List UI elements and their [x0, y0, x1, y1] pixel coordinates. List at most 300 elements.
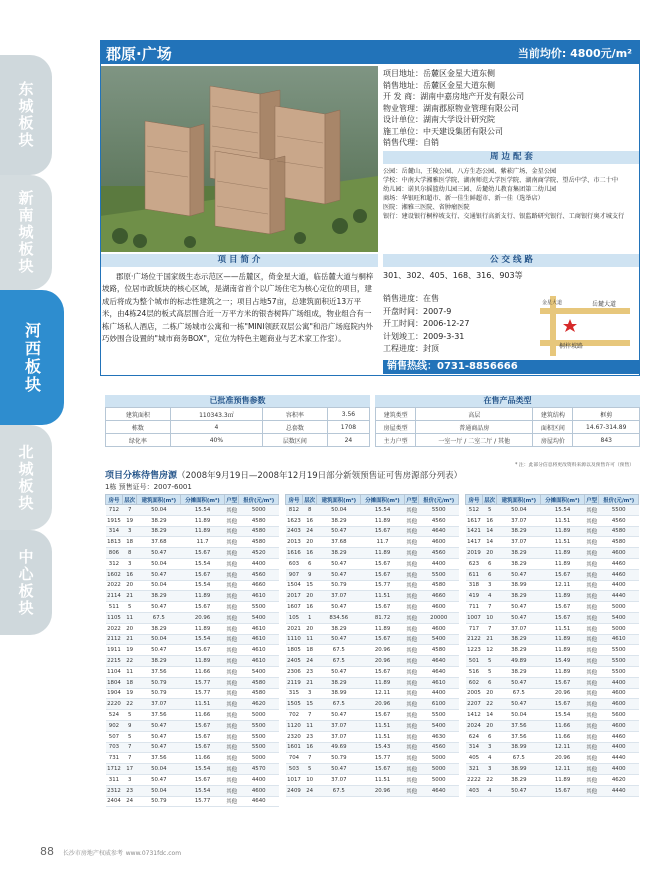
table-cell: 6	[482, 558, 497, 569]
table-cell: 37.56	[497, 731, 541, 742]
table-cell: 717	[466, 623, 483, 634]
table-cell: 15.54	[181, 764, 225, 775]
map-road-3: 桐梓坡路	[559, 343, 584, 350]
table-cell: 其他	[224, 774, 239, 785]
surround-hospitals: 医院：湘雅三医院、省肿瘤医院	[383, 203, 470, 211]
table-cell: 50.79	[317, 753, 361, 764]
table-cell: 其他	[584, 623, 599, 634]
table-cell: 4560	[419, 742, 459, 753]
table-cell: 20.96	[361, 656, 405, 667]
table-cell: 其他	[224, 764, 239, 775]
table-cell: 4560	[419, 548, 459, 559]
table-row	[286, 742, 459, 753]
approved-title: 已批准预售参数	[105, 395, 370, 407]
table-cell: 1104	[106, 666, 123, 677]
tab-north-city[interactable]	[0, 425, 52, 530]
table-cell: 23	[122, 785, 137, 796]
table-cell: 7	[482, 602, 497, 613]
table-cell: 711	[466, 602, 483, 613]
table-cell: 其他	[224, 602, 239, 613]
table-cell: 1110	[286, 634, 303, 645]
table-cell: 5400	[419, 634, 459, 645]
table-cell: 20	[302, 591, 317, 602]
table-cell: 38.29	[497, 526, 541, 537]
table-cell: 50.47	[137, 602, 181, 613]
table-cell: 3	[122, 526, 137, 537]
footer-text: 长沙市房地产权威参考	[62, 850, 123, 857]
table-row	[106, 764, 279, 775]
table-cell: 4580	[239, 677, 279, 688]
info-agent: 销售代理：自销	[383, 138, 439, 147]
table-cell: 7	[302, 753, 317, 764]
table-cell: 38.29	[317, 548, 361, 559]
table-cell: 4610	[239, 656, 279, 667]
table-cell: 4440	[599, 785, 639, 796]
table-cell: 834.56	[317, 612, 361, 623]
table-cell: 4580	[239, 537, 279, 548]
tab-new-south-city[interactable]	[0, 175, 52, 290]
table-row	[106, 634, 279, 645]
table-header-row	[466, 495, 639, 505]
table-cell: 18	[302, 645, 317, 656]
table-cell: 5	[122, 602, 137, 613]
project-header	[100, 40, 640, 64]
table-cell: 311	[106, 774, 123, 785]
table-cell: 其他	[404, 710, 419, 721]
table-cell: 511	[106, 602, 123, 613]
table-cell: 其他	[224, 731, 239, 742]
table-cell: 37.07	[317, 774, 361, 785]
table-cell: 5	[122, 710, 137, 721]
table-cell: 37.07	[497, 623, 541, 634]
table-cell: 15.77	[181, 688, 225, 699]
table-cell: 5	[482, 505, 497, 516]
table-cell: 611	[466, 569, 483, 580]
table-cell: 50.47	[317, 764, 361, 775]
table-row	[106, 505, 279, 516]
table-cell: 其他	[584, 742, 599, 753]
table-cell: 4610	[419, 677, 459, 688]
table-cell: 4640	[419, 666, 459, 677]
table-row	[466, 656, 639, 667]
table-cell: 38.99	[317, 688, 361, 699]
table-cell: 其他	[404, 558, 419, 569]
table-cell: 4600	[419, 537, 459, 548]
table-cell: 其他	[584, 720, 599, 731]
info-sales-address: 销售地址：岳麓区金星大道东侧	[383, 80, 495, 90]
table-cell: 4640	[419, 656, 459, 667]
table-cell: 24	[122, 796, 137, 807]
table-cell: 11.89	[361, 623, 405, 634]
table-cell: 15.67	[181, 602, 225, 613]
table-cell: 其他	[404, 699, 419, 710]
cell: 房屋类型	[376, 421, 416, 434]
table-row	[466, 645, 639, 656]
sales-hotline: 销售热线：0731-8856666	[383, 360, 640, 374]
table-cell: 703	[106, 742, 123, 753]
table-cell: 4	[482, 591, 497, 602]
table-cell: 7	[482, 623, 497, 634]
table-cell: 2320	[286, 731, 303, 742]
table-cell: 其他	[584, 537, 599, 548]
table-row	[106, 548, 279, 559]
table-cell: 4600	[599, 688, 639, 699]
table-row	[106, 537, 279, 548]
table-cell: 其他	[224, 710, 239, 721]
table-row	[286, 753, 459, 764]
table-cell: 15.54	[181, 785, 225, 796]
table-cell: 602	[466, 677, 483, 688]
table-row	[106, 515, 279, 526]
table-cell: 1412	[466, 710, 483, 721]
table-cell: 50.47	[317, 634, 361, 645]
table-row	[466, 742, 639, 753]
table-cell: 315	[286, 688, 303, 699]
tab-label: 北城板块	[16, 443, 35, 512]
table-cell: 4400	[239, 558, 279, 569]
table-cell: 其他	[224, 666, 239, 677]
table-cell: 4560	[419, 515, 459, 526]
table-cell: 20	[122, 623, 137, 634]
table-cell: 20	[122, 580, 137, 591]
table-row	[466, 699, 639, 710]
surround-banks: 银行：建设银行桐梓坡支行、交通银行高新支行、银监路研究银行、工商银行奥才城支行	[383, 212, 625, 220]
table-cell: 其他	[584, 699, 599, 710]
table-cell: 16	[302, 602, 317, 613]
table-cell: 14	[482, 537, 497, 548]
table-cell: 38.29	[497, 774, 541, 785]
table-row	[106, 558, 279, 569]
table-cell: 其他	[404, 569, 419, 580]
table-cell: 11	[302, 720, 317, 731]
table-cell: 5000	[419, 764, 459, 775]
table-cell: 15.67	[361, 569, 405, 580]
table-cell: 其他	[224, 515, 239, 526]
table-row	[106, 731, 279, 742]
table-cell: 11.66	[541, 731, 585, 742]
table-cell: 15.67	[181, 731, 225, 742]
table-cell: 其他	[404, 580, 419, 591]
table-cell: 7	[122, 505, 137, 516]
table-cell: 其他	[584, 548, 599, 559]
table-cell: 11.51	[361, 774, 405, 785]
table-cell: 4560	[599, 515, 639, 526]
table-cell: 2312	[106, 785, 123, 796]
table-cell: 50.47	[497, 569, 541, 580]
table-cell: 4400	[599, 764, 639, 775]
table-cell: 12.11	[541, 764, 585, 775]
table-cell: 1223	[466, 645, 483, 656]
table-cell: 1602	[106, 569, 123, 580]
table-cell: 4400	[599, 580, 639, 591]
table-cell: 20	[302, 623, 317, 634]
table-cell: 67.5	[317, 645, 361, 656]
table-cell: 1120	[286, 720, 303, 731]
table-cell: 4610	[239, 591, 279, 602]
table-cell: 15.67	[541, 677, 585, 688]
table-cell: 其他	[404, 634, 419, 645]
table-cell: 23	[302, 731, 317, 742]
table-cell: 37.07	[497, 515, 541, 526]
table-cell: 其他	[404, 548, 419, 559]
table-cell: 15.67	[181, 645, 225, 656]
table-row	[286, 666, 459, 677]
table-cell: 2024	[466, 720, 483, 731]
table-cell: 15.67	[361, 666, 405, 677]
table-cell: 105	[286, 612, 303, 623]
table-cell: 15.54	[541, 710, 585, 721]
table-cell: 16	[302, 515, 317, 526]
table-cell: 16	[302, 742, 317, 753]
table-cell: 1105	[106, 612, 123, 623]
table-cell: 4630	[419, 731, 459, 742]
table-cell: 37.56	[497, 720, 541, 731]
tab-hexi[interactable]	[0, 290, 64, 425]
table-cell: 5500	[419, 710, 459, 721]
table-cell: 15.67	[181, 774, 225, 785]
tab-east-city[interactable]	[0, 55, 52, 175]
table-cell: 14	[482, 526, 497, 537]
table-cell: 67.5	[317, 785, 361, 796]
cell: 一室一厅 / 二室二厅 / 其他	[416, 434, 533, 447]
table-cell: 50.04	[137, 634, 181, 645]
table-cell: 38.99	[497, 764, 541, 775]
table-cell: 5	[482, 656, 497, 667]
table-cell: 50.47	[497, 602, 541, 613]
table-cell: 11.89	[181, 526, 225, 537]
table-cell: 4600	[419, 602, 459, 613]
cell: 110343.3㎡	[170, 408, 262, 421]
table-cell: 4520	[239, 548, 279, 559]
table-cell: 4580	[239, 688, 279, 699]
table-row	[106, 623, 279, 634]
table-cell: 其他	[404, 731, 419, 742]
table-cell: 其他	[584, 526, 599, 537]
table-cell: 20.96	[181, 612, 225, 623]
table-cell: 其他	[404, 515, 419, 526]
table-cell: 2122	[466, 634, 483, 645]
cell: 层数区间	[263, 434, 328, 447]
table-cell: 15.67	[541, 612, 585, 623]
column-header: 分摊面积(m²)	[181, 495, 225, 505]
table-cell: 11.51	[361, 720, 405, 731]
column-header: 户型	[404, 495, 419, 505]
table-cell: 11.89	[541, 634, 585, 645]
table-cell: 其他	[584, 591, 599, 602]
table-cell: 38.29	[497, 666, 541, 677]
table-cell: 15.67	[361, 764, 405, 775]
table-cell: 11.66	[181, 710, 225, 721]
table-cell: 50.47	[317, 666, 361, 677]
page-footer	[40, 845, 181, 858]
table-cell: 1804	[106, 677, 123, 688]
table-cell: 15.67	[181, 569, 225, 580]
table-cell: 其他	[404, 537, 419, 548]
table-cell: 其他	[224, 580, 239, 591]
table-row	[106, 580, 279, 591]
table-cell: 38.29	[137, 515, 181, 526]
table-cell: 516	[466, 666, 483, 677]
table-cell: 38.29	[497, 645, 541, 656]
table-row	[466, 774, 639, 785]
table-cell: 15.77	[181, 796, 225, 807]
table-cell: 其他	[224, 505, 239, 516]
cell: 高层	[416, 408, 533, 421]
table-cell: 其他	[224, 753, 239, 764]
table-cell: 4440	[599, 753, 639, 764]
table-cell: 4600	[599, 699, 639, 710]
table-cell: 22	[122, 699, 137, 710]
table-cell: 37.07	[137, 699, 181, 710]
table-cell: 907	[286, 569, 303, 580]
column-header: 层次	[302, 495, 317, 505]
table-cell: 3	[482, 764, 497, 775]
column-header: 报价(元/m²)	[599, 495, 639, 505]
column-header: 报价(元/m²)	[239, 495, 279, 505]
table-cell: 1616	[286, 548, 303, 559]
table-cell: 4660	[239, 580, 279, 591]
table-cell: 67.5	[497, 688, 541, 699]
table-cell: 38.29	[317, 677, 361, 688]
listing-table-2	[285, 494, 459, 797]
table-cell: 4620	[599, 774, 639, 785]
table-cell: 其他	[404, 645, 419, 656]
table-cell: 15.54	[361, 505, 405, 516]
table-cell: 50.47	[137, 774, 181, 785]
listing-heading	[105, 468, 462, 481]
table-cell: 50.47	[317, 569, 361, 580]
tab-center[interactable]	[0, 530, 52, 635]
table-cell: 18	[122, 677, 137, 688]
table-cell: 6	[482, 569, 497, 580]
info-property-mgmt: 物业管理：湖南郡原物业管理有限公司	[383, 103, 519, 113]
table-cell: 11.89	[181, 623, 225, 634]
table-row	[106, 699, 279, 710]
surround-title: 周 边 配 套	[383, 151, 640, 164]
table-cell: 37.07	[497, 537, 541, 548]
bus-lines: 301、302、405、168、316、903等	[383, 271, 523, 280]
table-cell: 4460	[599, 558, 639, 569]
table-cell: 其他	[584, 580, 599, 591]
table-row	[466, 688, 639, 699]
table-cell: 其他	[404, 505, 419, 516]
table-cell: 1623	[286, 515, 303, 526]
table-cell: 其他	[404, 720, 419, 731]
table-cell: 其他	[404, 677, 419, 688]
table-cell: 2405	[286, 656, 303, 667]
table-row	[466, 505, 639, 516]
table-cell: 15.49	[541, 656, 585, 667]
table-cell: 4400	[239, 774, 279, 785]
table-cell: 20.96	[361, 785, 405, 796]
table-cell: 11	[302, 634, 317, 645]
table-cell: 2215	[106, 656, 123, 667]
table-row	[376, 434, 640, 447]
schedule-open: 开盘时间：2007-9	[383, 306, 452, 316]
table-cell: 21	[482, 634, 497, 645]
section-tabs	[0, 0, 82, 888]
table-cell: 其他	[584, 505, 599, 516]
table-cell: 1017	[286, 774, 303, 785]
table-cell: 11.89	[361, 677, 405, 688]
table-cell: 7	[302, 710, 317, 721]
table-cell: 20	[302, 537, 317, 548]
cell: 建筑类型	[376, 408, 416, 421]
table-cell: 50.04	[137, 764, 181, 775]
table-cell: 4600	[239, 785, 279, 796]
table-cell: 312	[106, 558, 123, 569]
table-cell: 19	[122, 515, 137, 526]
average-price: 当前均价: 4800元/m²	[517, 47, 632, 60]
table-cell: 2306	[286, 666, 303, 677]
table-cell: 1007	[466, 612, 483, 623]
table-cell: 3	[482, 580, 497, 591]
table-cell: 其他	[224, 796, 239, 807]
table-row	[286, 699, 459, 710]
table-cell: 731	[106, 753, 123, 764]
table-cell: 38.29	[137, 591, 181, 602]
table-cell: 24	[302, 785, 317, 796]
column-header: 户型	[224, 495, 239, 505]
table-row	[466, 602, 639, 613]
table-cell: 37.56	[137, 666, 181, 677]
table-cell: 1813	[106, 537, 123, 548]
table-cell: 38.99	[497, 580, 541, 591]
table-cell: 5	[302, 764, 317, 775]
table-row	[286, 688, 459, 699]
table-cell: 50.04	[137, 785, 181, 796]
table-cell: 1504	[286, 580, 303, 591]
table-row	[466, 537, 639, 548]
table-cell: 1805	[286, 645, 303, 656]
table-cell: 405	[466, 753, 483, 764]
table-cell: 501	[466, 656, 483, 667]
table-cell: 10	[482, 612, 497, 623]
table-cell: 50.04	[137, 580, 181, 591]
table-cell: 5600	[599, 710, 639, 721]
table-cell: 24	[302, 526, 317, 537]
table-cell: 14	[482, 710, 497, 721]
table-row	[286, 580, 459, 591]
table-cell: 8	[122, 548, 137, 559]
table-cell: 50.47	[497, 785, 541, 796]
cell: 843	[573, 434, 640, 447]
info-address: 项目地址：岳麓区金星大道东侧	[383, 69, 495, 78]
table-cell: 其他	[224, 699, 239, 710]
table-row	[376, 421, 640, 434]
table-cell: 11.89	[541, 774, 585, 785]
table-cell: 2404	[106, 796, 123, 807]
table-row	[286, 710, 459, 721]
table-cell: 38.29	[137, 526, 181, 537]
table-cell: 15	[302, 699, 317, 710]
table-cell: 4640	[419, 526, 459, 537]
table-cell: 11.51	[361, 731, 405, 742]
table-cell: 15.77	[181, 677, 225, 688]
footer-url: www.0731fdc.com	[125, 850, 182, 857]
table-row	[466, 785, 639, 796]
table-row	[286, 537, 459, 548]
table-cell: 15.67	[541, 569, 585, 580]
table-row	[466, 677, 639, 688]
table-cell: 其他	[404, 602, 419, 613]
table-cell: 1911	[106, 645, 123, 656]
table-cell: 18	[122, 537, 137, 548]
table-cell: 38.29	[137, 623, 181, 634]
table-cell: 15.67	[361, 558, 405, 569]
table-cell: 37.68	[317, 537, 361, 548]
table-cell: 50.47	[497, 699, 541, 710]
